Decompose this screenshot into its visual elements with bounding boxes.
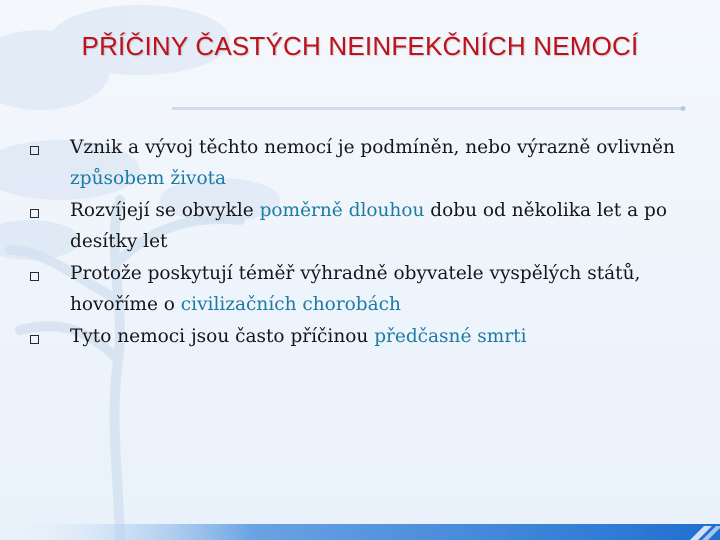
square-bullet-icon [30, 146, 39, 155]
bullet-item [30, 258, 690, 320]
square-bullet-icon [30, 272, 39, 281]
bullet-accent-text: způsobem života [70, 168, 227, 189]
bullet-accent-text: poměrně dlouhou [259, 200, 425, 221]
bullet-item [30, 321, 690, 352]
title-underline [172, 106, 688, 111]
slide-title: PŘÍČINY ČASTÝCH NEINFEKČNÍCH NEMOCÍ [81, 31, 639, 61]
bullet-text: Vznik a vývoj těchto nemocí je podmíněn, nebo výrazně ovlivněn [70, 137, 675, 158]
bullet-text: Tyto nemoci jsou často příčinou [70, 326, 375, 347]
bullet-list [30, 132, 690, 353]
bullet-text-tail: dobu od několika let a po desítky let [70, 200, 668, 252]
bullet-text: Protože poskytují téměř výhradně obyvatele vyspělých států, hovoříme o [70, 263, 641, 315]
square-bullet-icon [30, 209, 39, 218]
footer-bar [0, 520, 720, 540]
bullet-accent-text: civilizačních chorobách [180, 294, 401, 315]
square-bullet-icon [30, 335, 39, 344]
bullet-text: Rozvíjejí se obvykle [70, 200, 260, 221]
bullet-accent-text: předčasné smrti [374, 326, 527, 347]
bullet-item [30, 132, 690, 194]
bullet-item [30, 195, 690, 257]
